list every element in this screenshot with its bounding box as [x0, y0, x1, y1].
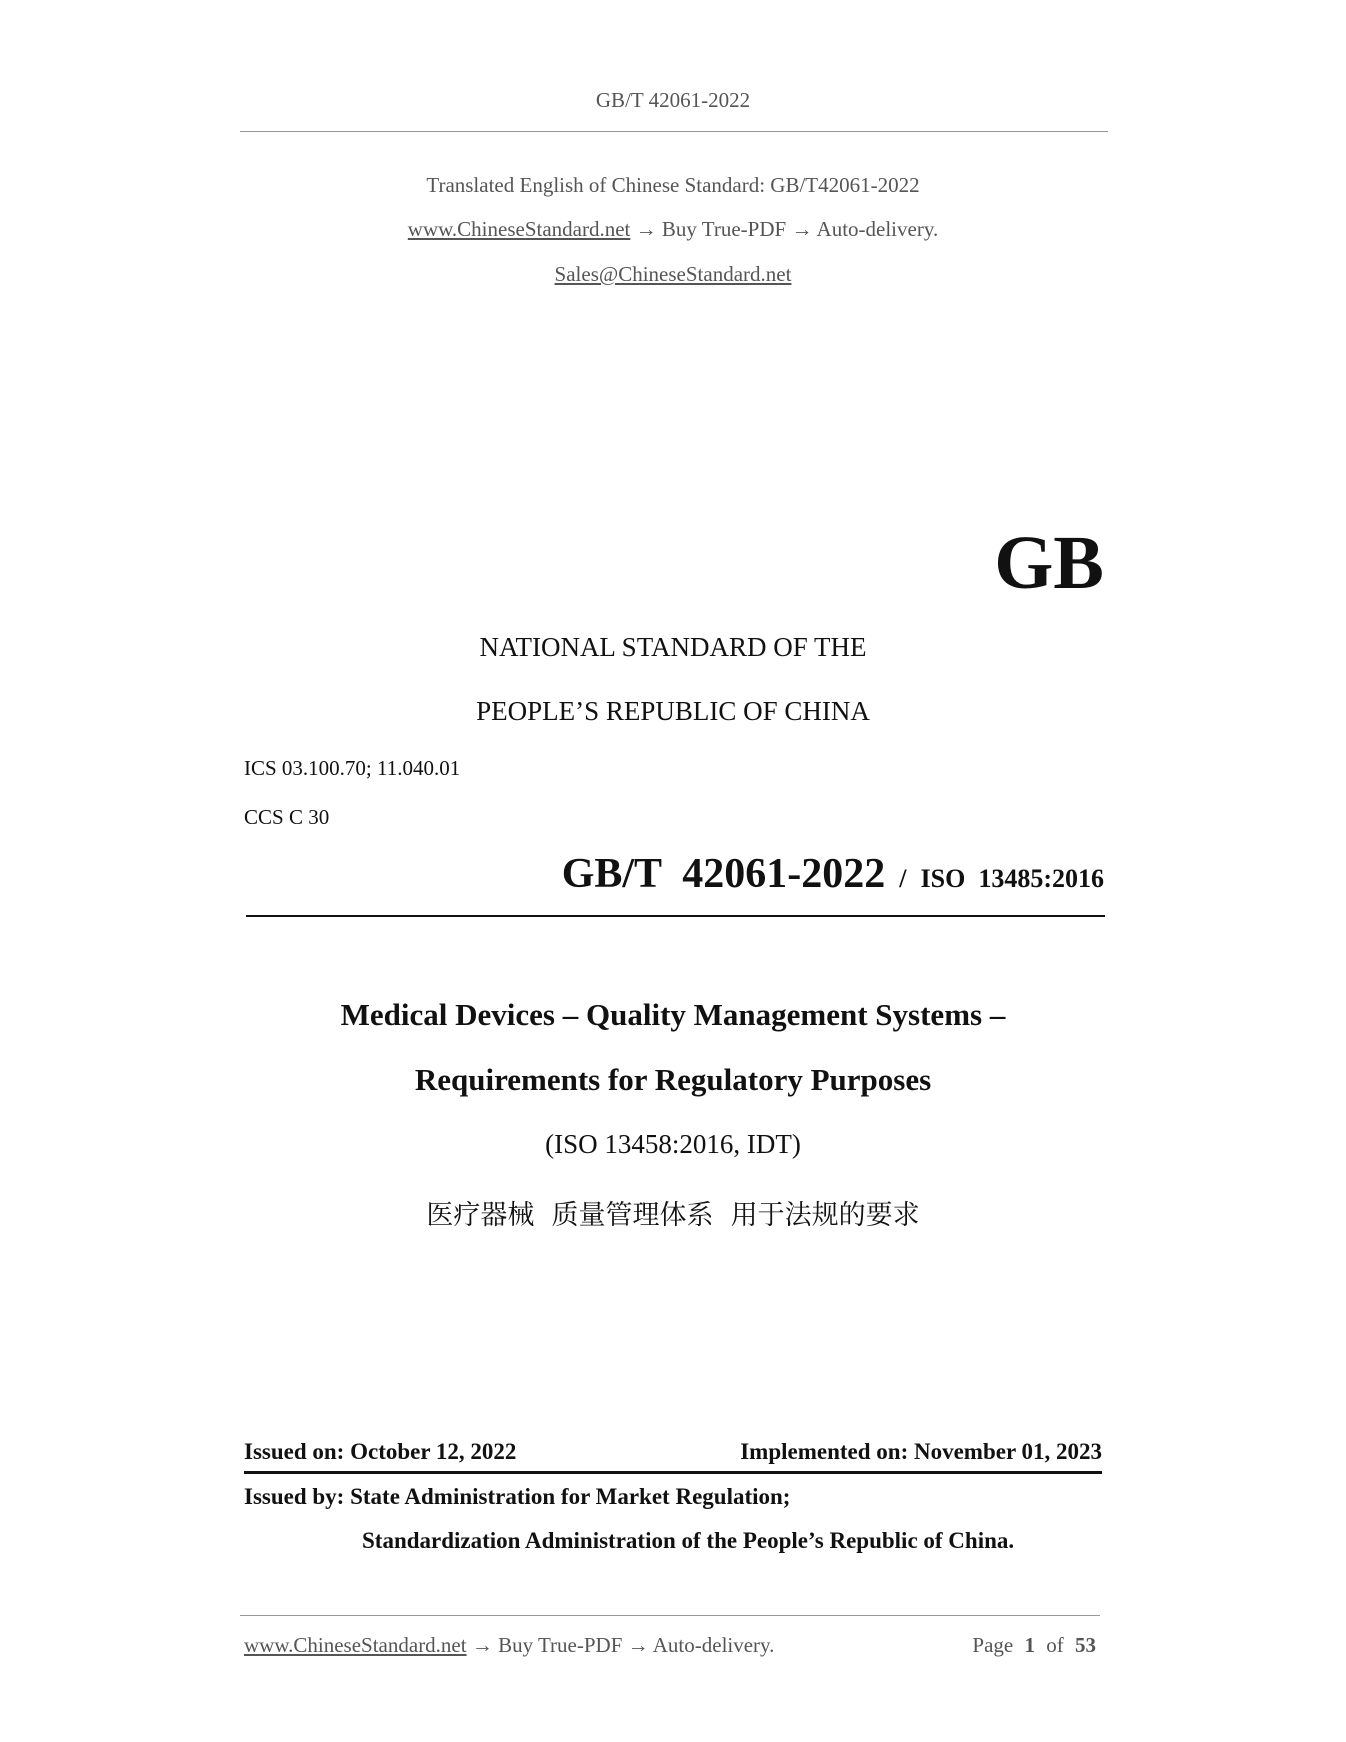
- number-separator: /: [899, 864, 907, 893]
- translation-notice: Translated English of Chinese Standard: GB/T42061-2022: [426, 173, 920, 197]
- auto-delivery-text: Auto-delivery.: [652, 1633, 775, 1657]
- implemented-on: Implemented on: November 01, 2023: [740, 1439, 1102, 1464]
- buy-text: Buy True-PDF: [661, 217, 787, 241]
- dates-divider: [244, 1471, 1102, 1474]
- standard-number: [562, 850, 1104, 898]
- page-label: Page: [972, 1633, 1014, 1657]
- auto-delivery-text: Auto-delivery.: [816, 217, 939, 241]
- national-standard-line1: NATIONAL STANDARD OF THE: [479, 632, 867, 662]
- arrow-icon: →: [791, 217, 813, 241]
- chinese-title: 医疗器械 质量管理体系 用于法规的要求: [426, 1200, 920, 1231]
- issued-by-2: Standardization Administration of the People’s Republic of China.: [362, 1528, 1015, 1553]
- page-indicator: [972, 1633, 1096, 1658]
- email-line: [0, 262, 1346, 287]
- footer-site-link[interactable]: www.ChineseStandard.net: [244, 1633, 467, 1657]
- footer-promo: [244, 1633, 774, 1658]
- email-link[interactable]: Sales@ChineseStandard.net: [554, 262, 792, 286]
- ics-code: ICS 03.100.70; 11.040.01: [244, 756, 461, 780]
- page-total: 53: [1075, 1633, 1096, 1657]
- issued-on: Issued on: October 12, 2022: [244, 1439, 517, 1464]
- footer-divider: [240, 1615, 1100, 1616]
- title-line2: Requirements for Regulatory Purposes: [414, 1062, 932, 1097]
- gbt-number: GB/T 42061-2022: [561, 851, 886, 897]
- equivalence: (ISO 13458:2016, IDT): [545, 1129, 801, 1159]
- number-divider: [246, 915, 1105, 917]
- gb-logo: GB: [994, 521, 1104, 605]
- issued-by: Issued by: State Administration for Market Regulation;: [244, 1484, 791, 1509]
- iso-number: ISO 13485:2016: [920, 864, 1104, 893]
- running-header: GB/T 42061-2022: [595, 88, 751, 112]
- arrow-icon: →: [635, 217, 657, 241]
- national-standard-line2: PEOPLE’S REPUBLIC OF CHINA: [476, 696, 870, 726]
- arrow-icon: →: [627, 1633, 649, 1657]
- promo-line: [0, 217, 1346, 242]
- of-label: of: [1046, 1633, 1064, 1657]
- header-divider: [240, 131, 1108, 132]
- site-link[interactable]: www.ChineseStandard.net: [407, 217, 631, 241]
- buy-text: Buy True-PDF: [498, 1633, 623, 1657]
- arrow-icon: →: [471, 1633, 493, 1657]
- ccs-code: CCS C 30: [244, 805, 330, 829]
- title-line1: Medical Devices – Quality Management Systems –: [340, 997, 1006, 1032]
- page-current: 1: [1024, 1633, 1035, 1657]
